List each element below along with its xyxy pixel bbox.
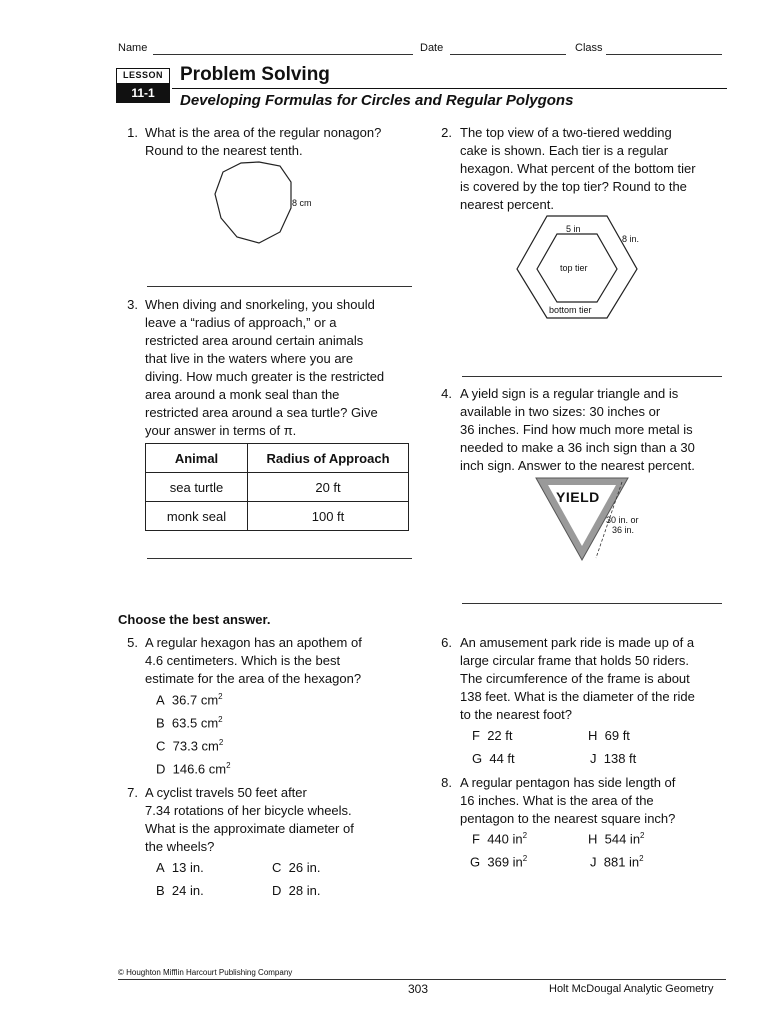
q4-answer-line[interactable] — [462, 603, 722, 604]
nonagon-guide — [217, 165, 286, 243]
q7-option-a[interactable]: A 13 in. — [156, 860, 204, 875]
q2-label-top-tier: top tier — [560, 263, 588, 273]
table-cell: sea turtle — [146, 473, 248, 502]
q4-line: inch sign. Answer to the nearest percent. — [460, 458, 695, 473]
class-label: Class — [575, 42, 603, 54]
q2-label-bottom-tier: bottom tier — [549, 305, 592, 315]
q7-option-d[interactable]: D 28 in. — [272, 883, 321, 898]
choose-heading: Choose the best answer. — [118, 612, 271, 627]
name-label: Name — [118, 42, 148, 54]
q3-line: diving. How much greater is the restricted — [145, 369, 385, 384]
q1-number: 1. — [127, 125, 138, 140]
table-header-animal: Animal — [146, 444, 248, 473]
q8-option-g[interactable]: G 369 $in^2$ — [470, 854, 528, 870]
q2-line: hexagon. What percent of the bottom tier — [460, 161, 696, 176]
q7-number: 7. — [127, 785, 138, 800]
q1-figure-label: 8 cm — [292, 198, 312, 208]
q3-number: 3. — [127, 297, 138, 312]
q7-line: A cyclist travels 50 feet after — [145, 785, 307, 800]
q5-number: 5. — [127, 635, 138, 650]
table-header-radius: Radius of Approach — [248, 444, 409, 473]
q5-line: A regular hexagon has an apothem of — [145, 635, 362, 650]
q6-line: The circumference of the frame is about — [460, 671, 690, 686]
q3-text — [145, 296, 384, 440]
q8-option-h[interactable]: H 544 $in^2$ — [588, 831, 645, 847]
q1-line: Round to the nearest tenth. — [145, 143, 303, 158]
q5-option-b[interactable]: B 63.5 $cm^2$ — [156, 715, 223, 731]
page-subtitle: Developing Formulas for Circles and Regular Polygons — [180, 92, 574, 109]
q3-line: your answer in terms of π. — [145, 423, 297, 438]
q4-figure-label-line: 36 in. — [612, 525, 635, 535]
q6-text — [460, 634, 695, 724]
date-label: Date — [420, 42, 444, 54]
nonagon-outline — [213, 163, 293, 245]
name-field-line[interactable] — [153, 54, 413, 55]
q6-option-h[interactable]: H 69 ft — [588, 728, 630, 743]
lesson-badge-number: 11-1 — [116, 84, 170, 103]
table-row — [146, 473, 409, 502]
q6-line: large circular frame that holds 50 riders. — [460, 653, 690, 668]
q8-option-f[interactable]: F 440 $in^2$ — [472, 831, 528, 847]
q7-line: 7.34 rotations of her bicycle wheels. — [145, 803, 352, 818]
q3-line: leave a “radius of approach,” or a — [145, 315, 337, 330]
q2-line: The top view of a two-tiered wedding — [460, 125, 672, 140]
q2-line: cake is shown. Each tier is a regular — [460, 143, 669, 158]
q1-line: What is the area of the regular nonagon? — [145, 125, 382, 140]
q6-line: to the nearest foot? — [460, 707, 573, 722]
q6-line: 138 feet. What is the diameter of the ride — [460, 689, 695, 704]
q8-line: 16 inches. What is the area of the — [460, 793, 654, 808]
table-cell: 20 ft — [248, 473, 409, 502]
table-cell: 100 ft — [248, 502, 409, 531]
footer-copyright: © Houghton Mifflin Harcourt Publishing Company — [118, 968, 293, 977]
q6-line: An amusement park ride is made up of a — [460, 635, 695, 650]
q7-line: What is the approximate diameter of — [145, 821, 354, 836]
date-field-line[interactable] — [450, 54, 566, 55]
q7-text — [145, 784, 354, 856]
q5-option-a[interactable]: A 36.7 $cm^2$ — [156, 692, 223, 708]
q8-line: pentagon to the nearest square inch? — [460, 811, 676, 826]
q4-line: A yield sign is a regular triangle and is — [460, 386, 679, 401]
q3-answer-line[interactable] — [147, 558, 412, 559]
q4-text — [460, 385, 695, 475]
q4-line: needed to make a 36 inch sign than a 30 — [460, 440, 695, 455]
q2-line: nearest percent. — [460, 197, 554, 212]
q7-option-b[interactable]: B 24 in. — [156, 883, 204, 898]
table-cell: monk seal — [146, 502, 248, 531]
table-row — [146, 502, 409, 531]
q8-line: A regular pentagon has side length of — [460, 775, 676, 790]
q6-option-j[interactable]: J 138 ft — [590, 751, 637, 766]
page-title: Problem Solving — [180, 64, 330, 85]
footer-rule — [118, 979, 726, 980]
q4-figure-label-line: 30 in. or — [606, 515, 639, 525]
q8-option-j[interactable]: J 881 $in^2$ — [590, 854, 644, 870]
q6-option-f[interactable]: F 22 ft — [472, 728, 513, 743]
q7-line: the wheels? — [145, 839, 215, 854]
q5-text — [145, 634, 362, 688]
footer-page-number: 303 — [408, 982, 429, 996]
q2-label-5in: 5 in — [566, 224, 581, 234]
q3-line: restricted area around certain animals — [145, 333, 364, 348]
q4-line: 36 inches. Find how much more metal is — [460, 422, 693, 437]
q5-option-c[interactable]: C 73.3 $cm^2$ — [156, 738, 224, 754]
class-field-line[interactable] — [606, 54, 722, 55]
q6-option-g[interactable]: G 44 ft — [472, 751, 515, 766]
q4-figure-label — [606, 515, 639, 535]
q1-text — [145, 124, 381, 160]
q2-line: is covered by the top tier? Round to the — [460, 179, 687, 194]
footer-book-title: Holt McDougal Analytic Geometry — [549, 983, 714, 995]
q2-number: 2. — [441, 125, 452, 140]
q6-number: 6. — [441, 635, 452, 650]
q1-answer-line[interactable] — [147, 286, 412, 287]
q2-label-8in: 8 in. — [622, 234, 640, 244]
q4-number: 4. — [441, 386, 452, 401]
q2-answer-line[interactable] — [462, 376, 722, 377]
q5-option-d[interactable]: D 146.6 $cm^2$ — [156, 761, 231, 777]
yield-sign-text: YIELD — [556, 489, 600, 505]
q8-text — [460, 774, 675, 828]
q3-line: that live in the waters where you are — [145, 351, 354, 366]
q3-line: restricted area around a sea turtle? Give — [145, 405, 378, 420]
q3-line: area around a monk seal than the — [145, 387, 340, 402]
lesson-badge-label: LESSON — [116, 68, 170, 84]
q5-line: 4.6 centimeters. Which is the best — [145, 653, 341, 668]
title-rule — [172, 88, 727, 89]
q5-line: estimate for the area of the hexagon? — [145, 671, 362, 686]
q8-number: 8. — [441, 775, 452, 790]
table-header-row — [146, 444, 409, 473]
q4-line: available in two sizes: 30 inches or — [460, 404, 661, 419]
radius-table — [145, 443, 409, 531]
q7-option-c[interactable]: C 26 in. — [272, 860, 321, 875]
q3-line: When diving and snorkeling, you should — [145, 297, 375, 312]
q2-text — [460, 124, 696, 214]
